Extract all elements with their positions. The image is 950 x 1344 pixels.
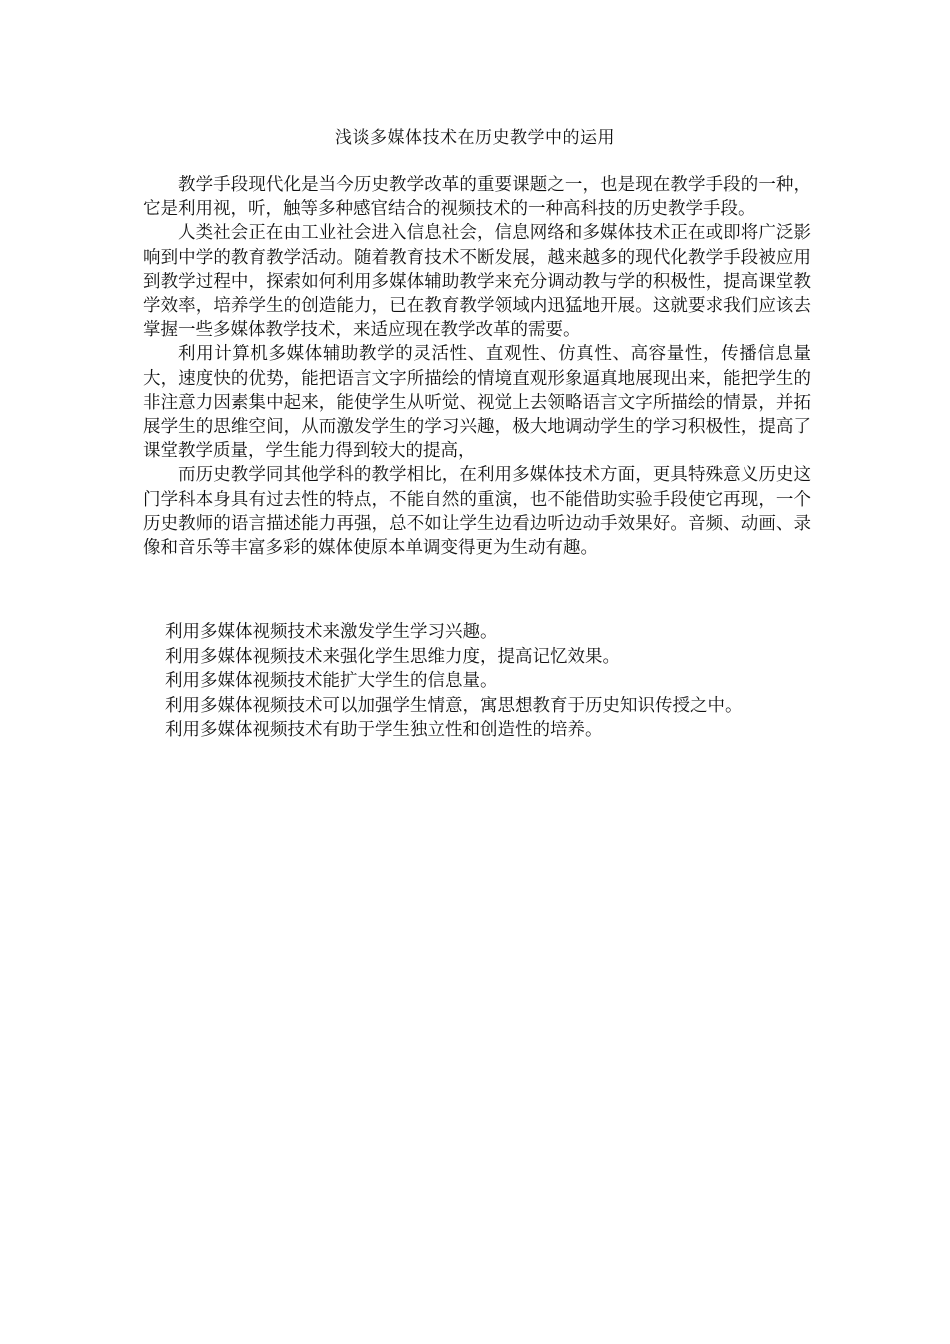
point-item-5: 利用多媒体视频技术有助于学生独立性和创造性的培养。 (165, 720, 603, 741)
point-item-4: 利用多媒体视频技术可以加强学生情意，寓思想教育于历史知识传授之中。 (165, 695, 743, 716)
point-item-3: 利用多媒体视频技术能扩大学生的信息量。 (165, 671, 498, 692)
point-item-1: 利用多媒体视频技术来激发学生学习兴趣。 (165, 622, 498, 642)
paragraph-2: 人类社会正在由工业社会进入信息社会，信息网络和多媒体技术正在或即将广泛影响到中学的教育教学活动。随着教育技术不断发展，越来越多的现代化教学手段被应用到教学过程中，探索如何利用多媒体辅助教学来充分调动教与学的积极性，提高课堂教学效率，培养学生的创造能力，已在教育教学领域内迅猛地开展。这就要求我们应该去掌握一些多媒体教学技术，来适应现在教学改革的需要。 (143, 223, 811, 341)
document-title: 浅谈多媒体技术在历史教学中的运用 (335, 128, 615, 148)
paragraph-3: 利用计算机多媒体辅助教学的灵活性、直观性、仿真性、高容量性，传播信息量大，速度快的优势，能把语言文字所描绘的情境直观形象逼真地展现出来，能把学生的非注意力因素集中起来，能使学生从听觉、视觉上去领略语言文字所描绘的情景，并拓展学生的思维空间，从而激发学生的学习兴趣，极大地调动学生的学习积极性，提高了课堂教学质量，学生能力得到较大的提高， (143, 344, 811, 462)
point-list (165, 620, 825, 743)
document-body (143, 173, 811, 560)
point-item-2: 利用多媒体视频技术来强化学生思维力度，提高记忆效果。 (165, 646, 620, 667)
paragraph-4: 而历史教学同其他学科的教学相比，在利用多媒体技术方面，更具特殊意义历史这门学科本身具有过去性的特点，不能自然的重演，也不能借助实验手段使它再现，一个历史教师的语言描述能力再强，总不如让学生边看边听边动手效果好。音频、动画、录像和音乐等丰富多彩的媒体使原本单调变得更为生动有趣。 (143, 465, 811, 559)
paragraph-1: 教学手段现代化是当今历史教学改革的重要课题之一，也是现在教学手段的一种，它是利用视，听，触等多种感官结合的视频技术的一种高科技的历史教学手段。 (143, 175, 811, 220)
